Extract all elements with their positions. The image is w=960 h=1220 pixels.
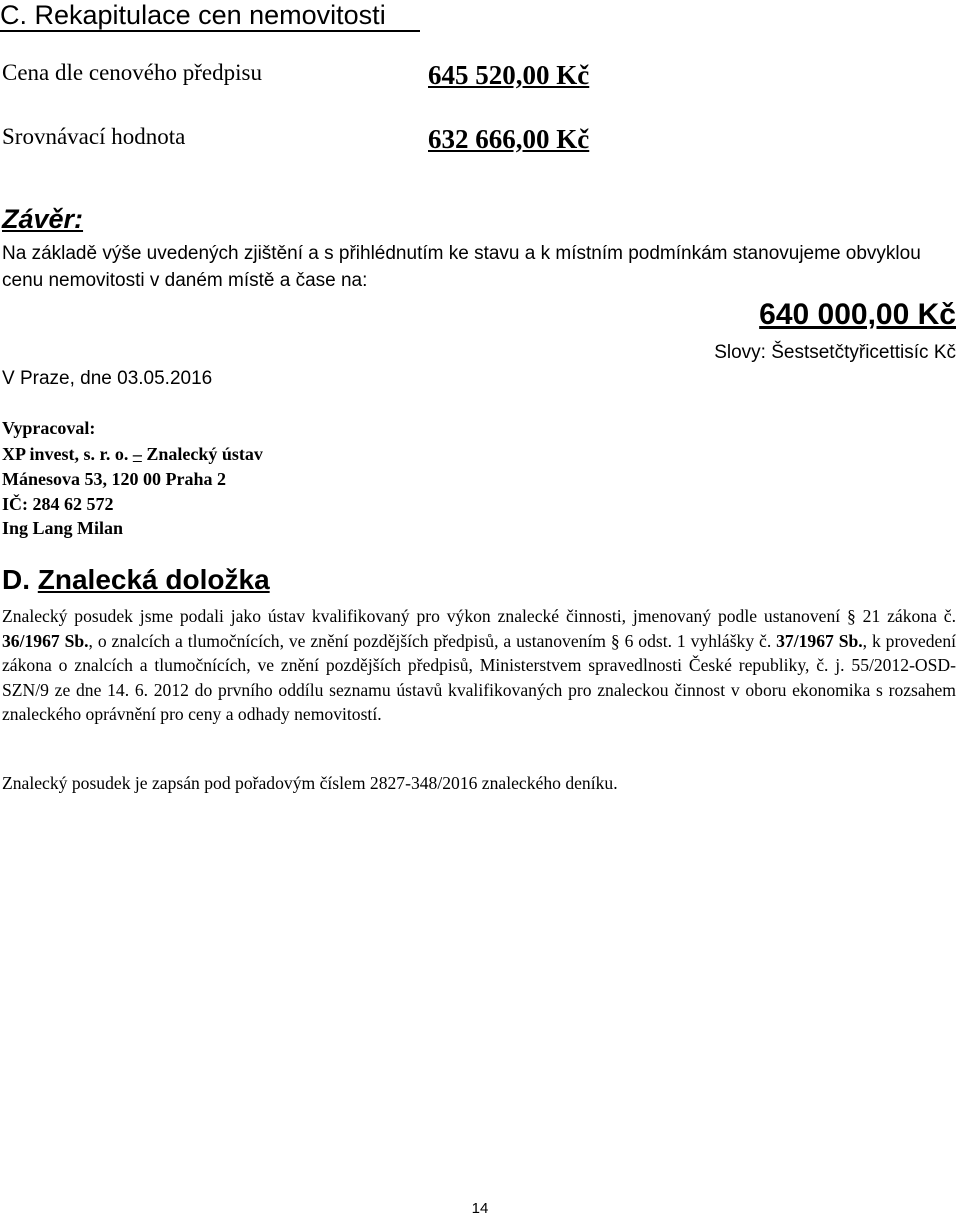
page-number: 14 xyxy=(471,1200,489,1217)
prepared-by-name: Ing Lang Milan xyxy=(2,518,124,538)
prepared-by-ic: IČ: 284 62 572 xyxy=(2,494,114,514)
company-dash: – xyxy=(132,444,142,464)
compare-value: 632 666,00 Kč xyxy=(428,124,590,154)
d-text-1: Znalecký posudek jsme podali jako ústav kvalifikovaný pro výkon znalecké činnosti, jmenovaný podle ustanovení xyxy=(2,606,847,626)
compare-label: Srovnávací hodnota xyxy=(2,124,186,149)
conclusion-text: Na základě výše uvedených zjištění a s přihlédnutím ke stavu a k místním podmínkám stanovujeme obvyklou cenu nemovitosti v daném místě a čase na: xyxy=(2,243,921,291)
place-date: V Praze, dne 03.05.2016 xyxy=(2,368,213,389)
section-d-text xyxy=(2,604,956,727)
registry-note: Znalecký posudek je zapsán pod pořadovým číslem 2827-348/2016 znaleckého deníku. xyxy=(2,773,618,793)
price-label: Cena dle cenového předpisu xyxy=(2,60,262,85)
conclusion-heading: Závěr: xyxy=(2,204,84,234)
section-sign-icon: § xyxy=(610,630,620,651)
law-reference-1: 36/1967 Sb. xyxy=(2,630,89,651)
final-value: 640 000,00 Kč xyxy=(759,298,956,331)
final-value-in-words: Slovy: Šestsetčtyřicettisíc Kč xyxy=(714,342,956,363)
section-d-prefix: D. xyxy=(2,564,38,595)
price-value: 645 520,00 Kč xyxy=(428,60,590,90)
prepared-by-company xyxy=(2,444,263,465)
company-prefix: XP invest, s. r. o. xyxy=(2,444,133,464)
d-text-3: , o znalcích a tlumočnících, ve znění pozdějších předpisů, a ustanovením xyxy=(88,630,611,651)
section-sign-icon: § xyxy=(847,606,856,626)
d-text-2: 21 zákona č. xyxy=(855,606,956,626)
d-text-4: 6 odst. 1 vyhlášky č. xyxy=(619,630,777,651)
company-suffix: Znalecký ústav xyxy=(141,444,263,464)
prepared-by-label: Vypracoval: xyxy=(2,418,96,438)
section-d-label: Znalecká doložka xyxy=(37,564,270,595)
d-text-5: , k provedení zákona o znalcích a tlumočnících, ve znění pozdějších předpisů, Ministerstvem spravedlnosti České republiky, č. j. 55/2012-OSD-SZN/9 ze dne 14. 6. 2012 do prvního oddílu seznamu ústavů kvalifikovaných pro znaleckou činnost v oboru ekonomika s rozsahem znaleckého oprávnění pro ceny a odhady nemovitostí. xyxy=(2,630,957,724)
section-c-title: C. Rekapitulace cen nemovitosti xyxy=(0,0,420,32)
prepared-by-address: Mánesova 53, 120 00 Praha 2 xyxy=(2,469,226,489)
law-reference-2: 37/1967 Sb. xyxy=(776,630,863,651)
section-d-title xyxy=(2,564,270,596)
